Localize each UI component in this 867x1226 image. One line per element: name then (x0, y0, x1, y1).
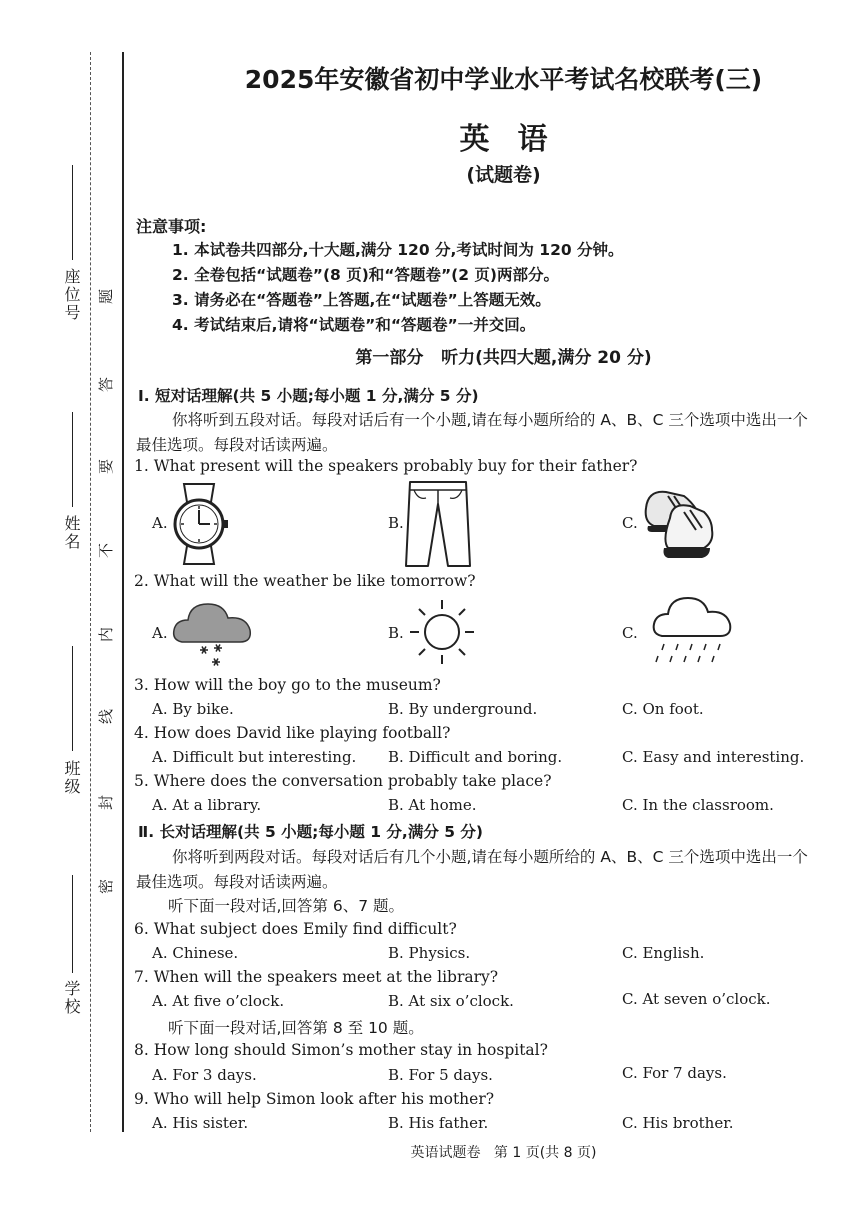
question-stem: 6. What subject does Emily find difficult? (134, 920, 457, 938)
option-label: B. (388, 624, 404, 642)
section2-instructions: 你将听到两段对话。每段对话后有几个小题,请在每小题所给的 A、B、C 三个选项中选出一个 (172, 848, 808, 866)
option-label: A. (152, 624, 168, 642)
option-text: A. His sister. (152, 1114, 249, 1132)
school-label: 学校 (62, 980, 81, 1016)
part1-heading: 第一部分 听力(共四大题,满分 20 分) (355, 348, 652, 368)
question-stem: 3. How will the boy go to the museum? (134, 676, 441, 694)
notice-item: 3. 请务必在“答题卷”上答题,在“试题卷”上答题无效。 (172, 291, 551, 309)
exam-title: 2025年安徽省初中学业水平考试名校联考(三) (244, 65, 763, 94)
option-text: B. Difficult and boring. (388, 748, 563, 766)
school-blank[interactable] (72, 875, 73, 973)
question-stem: 1. What present will the speakers probably buy for their father? (134, 457, 638, 475)
seal-char: 题 (97, 288, 116, 305)
option-text: B. Physics. (388, 944, 471, 962)
seal-dashed-line (90, 52, 91, 1132)
subject-title: 英语 (459, 122, 576, 157)
paper-type: (试题卷) (466, 164, 541, 186)
option-text: B. For 5 days. (388, 1066, 493, 1084)
option-text: A. At a library. (152, 796, 262, 814)
section1-instructions: 你将听到五段对话。每段对话后有一个小题,请在每小题所给的 A、B、C 三个选项中选出一个 (172, 411, 808, 429)
option-text: A. At five o’clock. (152, 992, 285, 1010)
seat-number-label: 座位号 (62, 268, 81, 322)
option-text: B. At six o’clock. (388, 992, 514, 1010)
seal-char: 要 (97, 458, 116, 475)
option-text: B. At home. (388, 796, 477, 814)
snow-cloud-icon (170, 596, 254, 670)
notice-item: 2. 全卷包括“试题卷”(8 页)和“答题卷”(2 页)两部分。 (172, 266, 560, 284)
option-text: A. Difficult but interesting. (152, 748, 357, 766)
watch-icon (168, 480, 230, 568)
option-text: B. By underground. (388, 700, 538, 718)
option-text: A. Chinese. (152, 944, 239, 962)
option-text: C. At seven o’clock. (622, 990, 771, 1008)
class-blank[interactable] (72, 646, 73, 751)
seal-char: 封 (97, 794, 116, 811)
page-footer: 英语试题卷 第 1 页(共 8 页) (410, 1145, 597, 1161)
class-label: 班级 (62, 760, 81, 796)
sun-icon (406, 596, 478, 668)
section1-heading: Ⅰ. 短对话理解(共 5 小题;每小题 1 分,满分 5 分) (138, 387, 479, 405)
notice-heading: 注意事项: (136, 217, 207, 236)
section2-heading: Ⅱ. 长对话理解(共 5 小题;每小题 1 分,满分 5 分) (138, 823, 483, 841)
sneakers-icon (640, 484, 718, 564)
seal-char: 内 (97, 626, 116, 643)
seal-char: 线 (97, 708, 116, 725)
option-text: C. English. (622, 944, 705, 962)
option-text: A. For 3 days. (152, 1066, 257, 1084)
margin-border-line (122, 52, 124, 1132)
name-blank[interactable] (72, 412, 73, 507)
question-stem: 8. How long should Simon’s mother stay in hospital? (134, 1041, 548, 1059)
seal-char: 密 (97, 878, 116, 895)
section2-instructions-cont: 最佳选项。每段对话读两遍。 (136, 873, 338, 891)
option-text: A. By bike. (152, 700, 234, 718)
name-label: 姓名 (62, 515, 81, 551)
option-label: B. (388, 514, 404, 532)
option-text: C. On foot. (622, 700, 704, 718)
dialogue-intro: 听下面一段对话,回答第 8 至 10 题。 (168, 1019, 424, 1037)
question-stem: 7. When will the speakers meet at the library? (134, 968, 499, 986)
notice-item: 1. 本试卷共四部分,十大题,满分 120 分,考试时间为 120 分钟。 (172, 241, 624, 259)
seat-number-blank[interactable] (72, 165, 73, 260)
option-text: C. Easy and interesting. (622, 748, 805, 766)
question-stem: 4. How does David like playing football? (134, 724, 451, 742)
question-stem: 9. Who will help Simon look after his mother? (134, 1090, 495, 1108)
question-stem: 2. What will the weather be like tomorrow? (134, 572, 476, 590)
trousers-icon (404, 480, 472, 568)
option-text: C. For 7 days. (622, 1064, 727, 1082)
option-label: A. (152, 514, 168, 532)
rain-cloud-icon (650, 594, 734, 670)
question-stem: 5. Where does the conversation probably take place? (134, 772, 552, 790)
section1-instructions-cont: 最佳选项。每段对话读两遍。 (136, 436, 338, 454)
dialogue-intro: 听下面一段对话,回答第 6、7 题。 (168, 897, 405, 915)
notice-item: 4. 考试结束后,请将“试题卷”和“答题卷”一并交回。 (172, 316, 536, 334)
option-label: C. (622, 624, 638, 642)
option-text: C. His brother. (622, 1114, 734, 1132)
option-text: C. In the classroom. (622, 796, 774, 814)
option-text: B. His father. (388, 1114, 489, 1132)
seal-char: 不 (97, 542, 116, 559)
seal-char: 答 (97, 376, 116, 393)
option-label: C. (622, 514, 638, 532)
